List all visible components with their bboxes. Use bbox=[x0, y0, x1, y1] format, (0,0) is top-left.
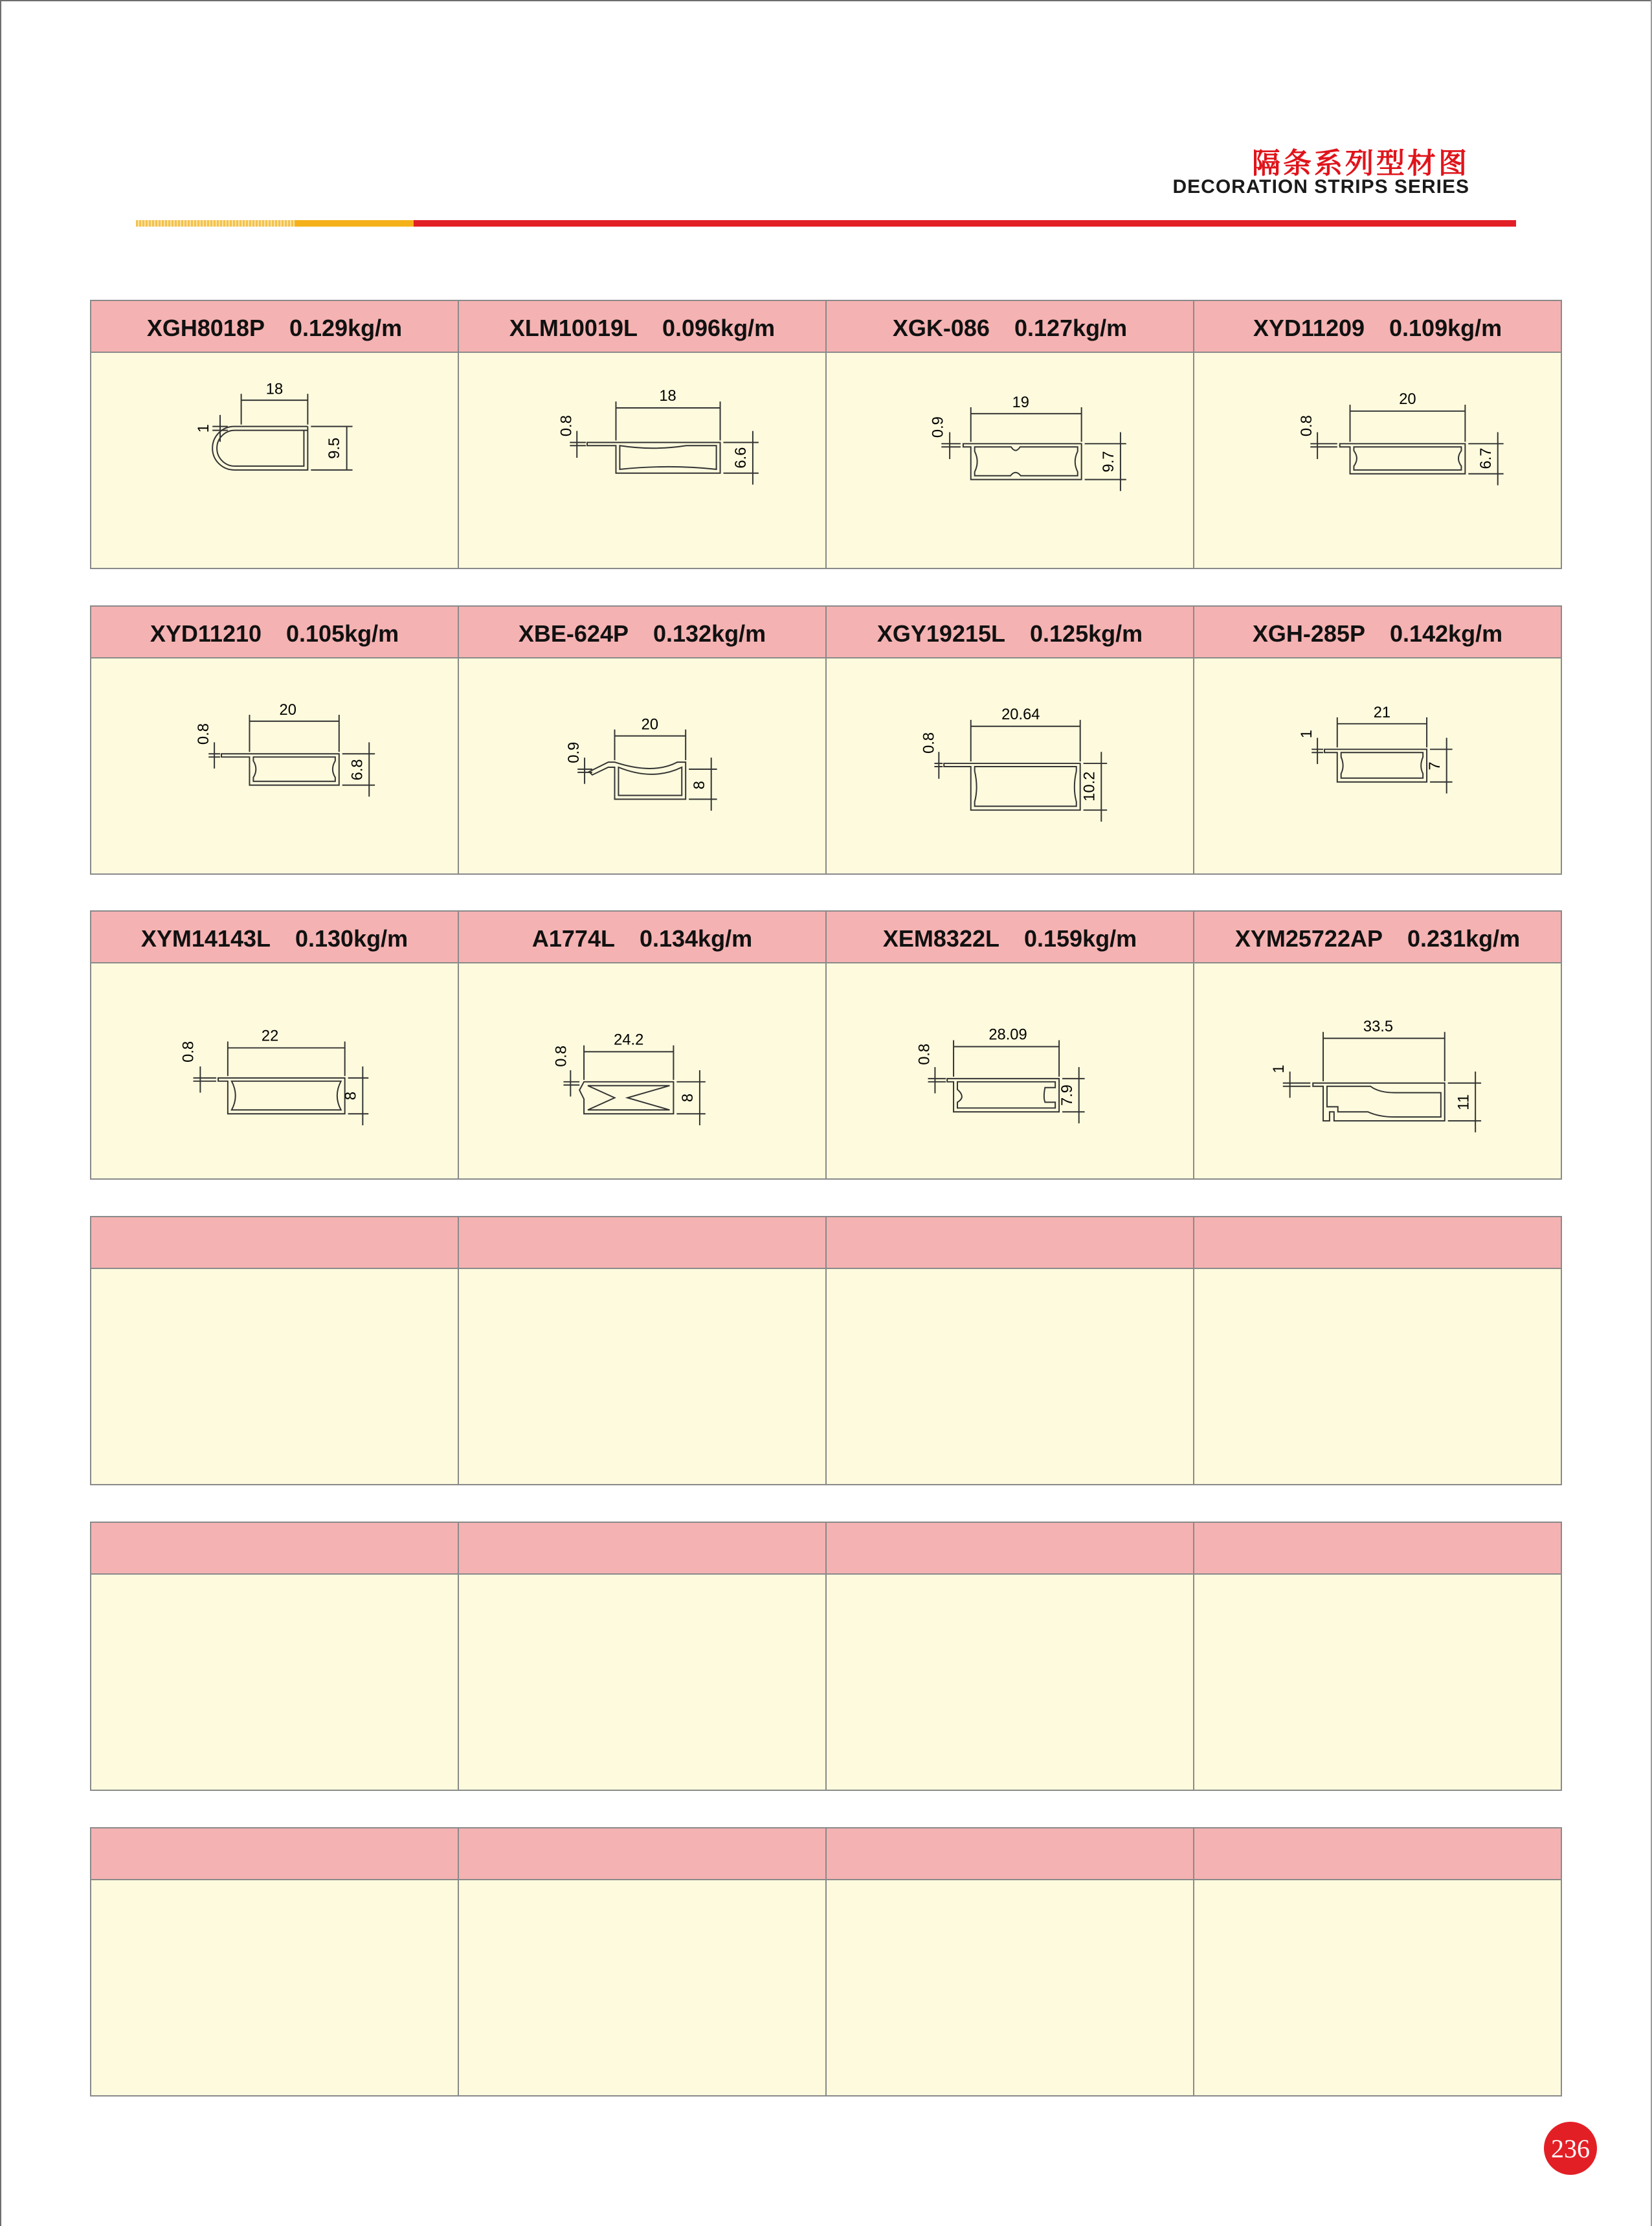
profile-weight: 0.142kg/m bbox=[1389, 620, 1503, 647]
dim-width-label: 20 bbox=[1399, 391, 1416, 409]
dim-thickness-label: 1 bbox=[1299, 730, 1316, 739]
dim-height-label: 6.8 bbox=[349, 759, 366, 781]
dim-width-label: 20 bbox=[641, 716, 659, 734]
profile-code: XGY19215L bbox=[876, 620, 1005, 647]
dim-height-label: 9.5 bbox=[326, 437, 343, 459]
profile-cell bbox=[1194, 301, 1561, 568]
page-frame-top bbox=[0, 0, 1652, 1]
profile-weight: 0.109kg/m bbox=[1389, 315, 1502, 341]
dim-thickness-label: 0.8 bbox=[1299, 415, 1316, 437]
profile-drawing bbox=[1194, 660, 1561, 873]
empty-cell bbox=[91, 1523, 459, 1790]
profile-header bbox=[827, 912, 1193, 963]
profile-outline bbox=[947, 1079, 1059, 1112]
profile-header bbox=[1194, 1523, 1561, 1575]
profile-drawing-area bbox=[459, 354, 825, 568]
profile-cell bbox=[91, 301, 459, 568]
profile-cell bbox=[1194, 607, 1561, 873]
dim-width-label: 19 bbox=[1012, 394, 1029, 412]
profile-code: XGH-285P bbox=[1252, 620, 1365, 647]
profile-weight: 0.127kg/m bbox=[1014, 315, 1128, 341]
profile-drawing-area bbox=[1194, 660, 1561, 873]
empty-cell bbox=[91, 1828, 459, 2095]
dim-width-label: 18 bbox=[265, 381, 284, 398]
profile-outline bbox=[944, 763, 1080, 810]
profile-outline bbox=[1324, 749, 1427, 781]
profile-header bbox=[459, 912, 825, 963]
dim-width-label: 24.2 bbox=[614, 1031, 644, 1049]
dim-height-label: 11 bbox=[1455, 1094, 1473, 1110]
profile-cell bbox=[459, 607, 827, 873]
profile-cell bbox=[1194, 912, 1561, 1178]
profile-header bbox=[459, 1523, 825, 1575]
profile-cell bbox=[91, 607, 459, 873]
dim-height-label: 6.6 bbox=[733, 447, 750, 469]
dim-width-label: 33.5 bbox=[1363, 1018, 1394, 1035]
profile-code: XYD11210 bbox=[150, 620, 262, 647]
profile-drawing-area bbox=[1194, 965, 1561, 1178]
profile-outline bbox=[579, 1082, 673, 1114]
header-rule-dotted bbox=[136, 220, 295, 227]
profile-drawing-area bbox=[827, 354, 1193, 568]
profile-grid-row-1 bbox=[90, 300, 1562, 569]
profile-outline bbox=[1340, 444, 1466, 473]
profile-code: XYD11209 bbox=[1253, 315, 1365, 341]
profile-code: XEM8322L bbox=[882, 925, 999, 952]
profile-header bbox=[827, 301, 1193, 353]
dim-thickness-label: 0.8 bbox=[916, 1043, 933, 1065]
profile-weight: 0.105kg/m bbox=[286, 620, 399, 647]
profile-drawing-area bbox=[827, 660, 1193, 873]
page-title-english: DECORATION STRIPS SERIES bbox=[1172, 176, 1469, 197]
dim-height-label: 8 bbox=[680, 1093, 697, 1103]
empty-cell bbox=[1194, 1523, 1561, 1790]
profile-header bbox=[91, 1523, 458, 1575]
profile-header bbox=[1194, 1217, 1561, 1269]
dim-thickness-label: 1 bbox=[195, 424, 213, 433]
profile-header bbox=[91, 1828, 458, 1880]
empty-cell bbox=[459, 1217, 827, 1484]
profile-grid-row-6 bbox=[90, 1827, 1562, 2097]
profile-header bbox=[1194, 301, 1561, 353]
profile-header bbox=[1194, 607, 1561, 658]
header-rule-orange bbox=[295, 220, 414, 227]
page-number-badge: 236 bbox=[1544, 2122, 1597, 2175]
profile-drawing-area bbox=[827, 965, 1193, 1178]
profile-drawing bbox=[459, 660, 825, 873]
dim-width-label: 28.09 bbox=[988, 1026, 1027, 1044]
dim-width-label: 22 bbox=[261, 1028, 279, 1045]
profile-code: XBE-624P bbox=[518, 620, 629, 647]
profile-header bbox=[827, 607, 1193, 658]
profile-grid-row-2 bbox=[90, 605, 1562, 875]
profile-header bbox=[91, 1217, 458, 1269]
profile-drawing bbox=[827, 660, 1193, 873]
profile-code: XYM14143L bbox=[140, 925, 271, 952]
profile-header bbox=[459, 1217, 825, 1269]
profile-header bbox=[459, 301, 825, 353]
dim-height-label: 9.7 bbox=[1100, 451, 1118, 473]
profile-outline bbox=[589, 762, 686, 799]
profile-outline bbox=[963, 444, 1082, 479]
profile-header bbox=[827, 1217, 1193, 1269]
dim-height-label: 7.9 bbox=[1058, 1085, 1076, 1107]
profile-grid-row-4 bbox=[90, 1216, 1562, 1485]
dim-height-label: 8 bbox=[342, 1091, 360, 1101]
profile-grid-row-5 bbox=[90, 1522, 1562, 1791]
profile-weight: 0.132kg/m bbox=[653, 620, 766, 647]
dim-width-label: 20 bbox=[279, 701, 296, 719]
profile-cell bbox=[459, 912, 827, 1178]
profile-drawing bbox=[459, 965, 825, 1178]
profile-code: XGH8018P bbox=[146, 315, 265, 341]
header-rule-red bbox=[414, 220, 1516, 227]
profile-cell bbox=[91, 912, 459, 1178]
empty-cell bbox=[1194, 1828, 1561, 2095]
profile-drawing-area bbox=[1194, 354, 1561, 568]
dim-height-label: 8 bbox=[691, 781, 708, 790]
empty-cell bbox=[1194, 1217, 1561, 1484]
profile-header bbox=[91, 301, 458, 353]
profile-weight: 0.134kg/m bbox=[639, 925, 753, 952]
profile-weight: 0.130kg/m bbox=[295, 925, 408, 952]
profile-drawing bbox=[1194, 354, 1561, 568]
profile-cell bbox=[827, 912, 1194, 1178]
profile-code: XGK-086 bbox=[892, 315, 990, 341]
page-frame-left bbox=[0, 0, 1, 2226]
profile-drawing-area bbox=[91, 660, 458, 873]
profile-weight: 0.129kg/m bbox=[289, 315, 403, 341]
profile-drawing-area bbox=[91, 354, 458, 568]
profile-cell bbox=[459, 301, 827, 568]
profile-outline bbox=[212, 427, 307, 470]
profile-header bbox=[1194, 1828, 1561, 1880]
profile-drawing bbox=[827, 354, 1193, 568]
dim-thickness-label: 0.9 bbox=[930, 416, 947, 438]
profile-outline bbox=[221, 754, 339, 785]
profile-outline bbox=[1313, 1083, 1445, 1121]
profile-weight: 0.159kg/m bbox=[1023, 925, 1137, 952]
dim-height-label: 10.2 bbox=[1081, 771, 1099, 802]
profile-code: A1774L bbox=[531, 925, 615, 952]
empty-cell bbox=[459, 1828, 827, 2095]
profile-grid-row-3 bbox=[90, 910, 1562, 1180]
profile-cell bbox=[827, 607, 1194, 873]
profile-code: XLM10019L bbox=[509, 315, 638, 341]
empty-cell bbox=[827, 1217, 1194, 1484]
profile-drawing-area bbox=[459, 965, 825, 1178]
profile-weight: 0.231kg/m bbox=[1407, 925, 1521, 952]
profile-code: XYM25722AP bbox=[1234, 925, 1383, 952]
empty-cell bbox=[459, 1523, 827, 1790]
profile-header bbox=[91, 912, 458, 963]
profile-header bbox=[1194, 912, 1561, 963]
profile-drawing bbox=[91, 660, 458, 873]
profile-header bbox=[459, 1828, 825, 1880]
dim-thickness-label: 0.8 bbox=[921, 732, 938, 754]
dim-height-label: 6.7 bbox=[1477, 447, 1495, 469]
page-title-chinese: 隔条系列型材图 bbox=[1252, 147, 1469, 180]
profile-outline bbox=[218, 1078, 345, 1114]
profile-drawing-area bbox=[459, 660, 825, 873]
profile-drawing bbox=[827, 965, 1193, 1178]
profile-header bbox=[459, 607, 825, 658]
profile-header bbox=[91, 607, 458, 658]
dim-thickness-label: 0.8 bbox=[195, 723, 213, 745]
profile-drawing bbox=[91, 354, 458, 568]
dim-width-label: 20.64 bbox=[1001, 706, 1040, 723]
profile-weight: 0.125kg/m bbox=[1030, 620, 1143, 647]
empty-cell bbox=[91, 1217, 459, 1484]
profile-weight: 0.096kg/m bbox=[662, 315, 776, 341]
profile-drawing-area bbox=[91, 965, 458, 1178]
profile-header bbox=[827, 1523, 1193, 1575]
dim-width-label: 18 bbox=[659, 388, 676, 405]
profile-header bbox=[827, 1828, 1193, 1880]
empty-cell bbox=[827, 1523, 1194, 1790]
dim-thickness-label: 0.8 bbox=[558, 415, 575, 437]
profile-cell bbox=[827, 301, 1194, 568]
dim-thickness-label: 0.8 bbox=[180, 1040, 197, 1062]
dim-thickness-label: 0.9 bbox=[566, 741, 583, 763]
empty-cell bbox=[827, 1828, 1194, 2095]
dim-thickness-label: 1 bbox=[1270, 1064, 1288, 1074]
dim-thickness-label: 0.8 bbox=[553, 1045, 570, 1067]
profile-drawing bbox=[459, 354, 825, 568]
dim-width-label: 21 bbox=[1373, 704, 1391, 721]
dim-height-label: 7 bbox=[1426, 761, 1444, 770]
profile-drawing bbox=[91, 965, 458, 1178]
profile-outline bbox=[587, 442, 720, 473]
profile-drawing bbox=[1194, 965, 1561, 1178]
